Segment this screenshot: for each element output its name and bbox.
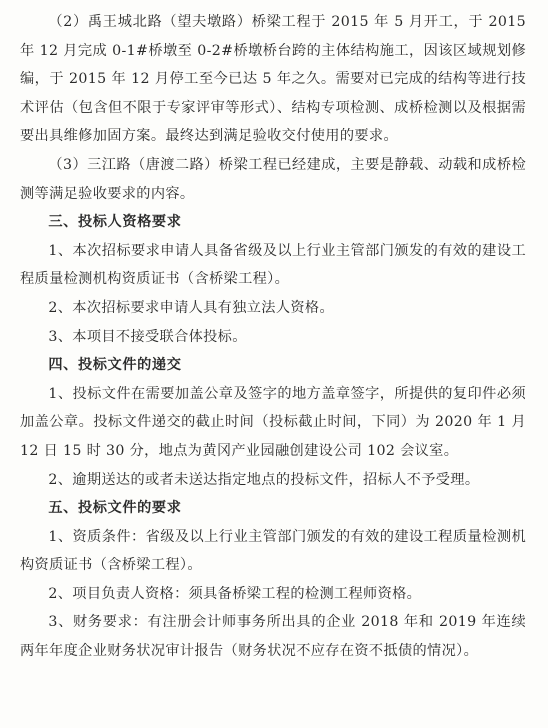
section3-item-1: 1、本次招标要求申请人具备省级及以上行业主管部门颁发的有效的建设工程质量检测机构资质证书（含桥梁工程）。 [20,242,526,288]
section-heading-bid-submission: 四、投标文件的递交 [48,357,182,374]
paragraph-item-2: （2）禹王城北路（望夫墩路）桥梁工程于 2015 年 5 月开工，于 2015 年 12 月完成 0-1#桥墩至 0-2#桥墩桥台跨的主体结构施工，因该区域规划修编，于 2015 年 12 月停工至今已达 5 年之久。需要对已完成的结构等进行技术评估（包含但不限于专家评审等形式）、结构专项检测、成桥检测以及根据需要出具维修加固方案。最终达到满足验收交付使用的要求。 [20,14,526,145]
section-heading-bidder-qualifications: 三、投标人资格要求 [48,214,182,231]
section5-item-3: 3、财务要求：有注册会计师事务所出具的企业 2018 年和 2019 年连续两年年度企业财务状况审计报告（财务状况不应存在资不抵债的情况）。 [20,614,526,660]
section3-item-3: 3、本项目不接受联合体投标。 [48,328,247,345]
paragraph-item-3: （3）三江路（唐渡二路）桥梁工程已经建成，主要是静载、动载和成桥检测等满足验收要求的内容。 [20,156,526,202]
section4-item-2: 2、逾期送达的或者未送达指定地点的投标文件，招标人不予受理。 [48,471,480,488]
section-heading-bid-requirements: 五、投标文件的要求 [48,500,182,517]
section5-item-2: 2、项目负责人资格：须具备桥梁工程的检测工程师资格。 [48,585,422,602]
section4-item-1: 1、投标文件在需要加盖公章及签字的地方盖章签字，所提供的复印件必须加盖公章。投标文件递交的截止时间（投标截止时间，下同）为 2020 年 1 月 12 日 15 时 30 分，地点为黄冈产业园融创建设公司 102 会议室。 [20,385,526,459]
section5-item-1: 1、资质条件：省级及以上行业主管部门颁发的有效的建设工程质量检测机构资质证书（含桥梁工程）。 [20,528,526,574]
section3-item-2: 2、本次招标要求申请人具有独立法人资格。 [48,299,334,316]
